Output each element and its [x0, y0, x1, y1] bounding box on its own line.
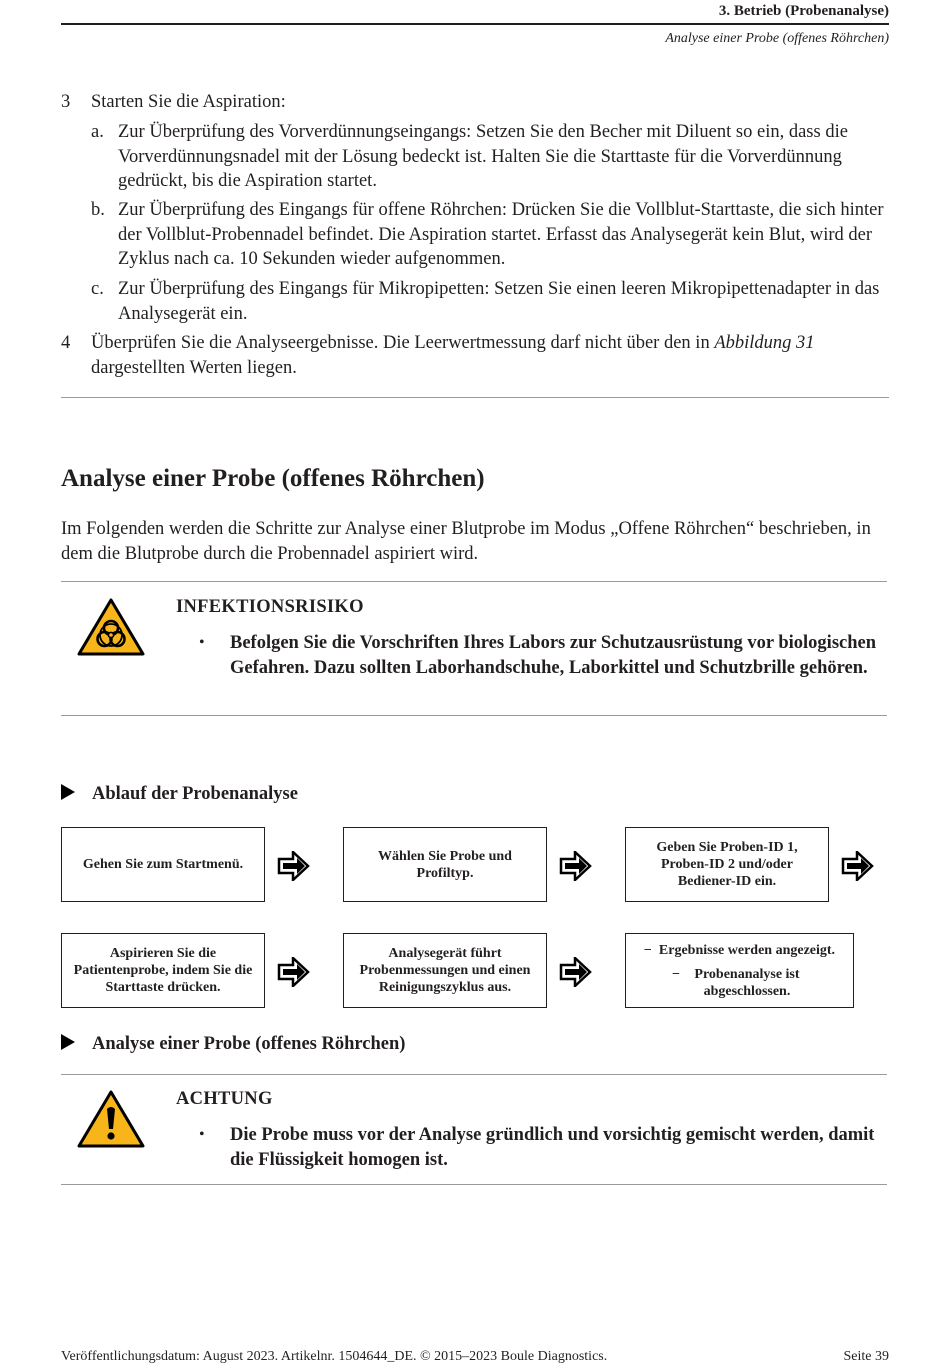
arrow-right-icon [558, 957, 592, 987]
procedure-heading-label: Analyse einer Probe (offenes Röhrchen) [92, 1034, 406, 1054]
substep-b-text: Zur Überprüfung des Eingangs für offene Röhrchen: Drücken Sie die Vollblut-Starttaste, die sich hinter der Vollblut-Probennadel befindet. Die Aspiration startet. Erfasst das Analysegerät kein Blut, wird der Zyklus nach ca. 10 Sekunden wieder aufgenommen. [118, 200, 884, 269]
procedure-heading-label: Ablauf der Probenanalyse [92, 784, 298, 804]
flow-final-box [625, 933, 854, 1008]
flow-step-box: Geben Sie Proben-ID 1, Proben-ID 2 und/oder Bediener-ID ein. [625, 827, 829, 902]
notice-text: Die Probe muss vor der Analyse gründlich und vorsichtig gemischt werden, damit die Flüssigkeit homogen ist. [230, 1125, 875, 1170]
dash-glyph: − [672, 967, 680, 982]
result-item-2 [632, 966, 847, 1000]
figure-reference[interactable]: Abbildung 31 [714, 333, 815, 353]
header-section: Analyse einer Probe (offenes Röhrchen) [665, 31, 889, 46]
page-number: Seite 39 [843, 1349, 889, 1364]
result-item-2-text: Probenanalyse ist abgeschlossen. [694, 967, 800, 999]
divider [61, 397, 889, 398]
flow-step-box: Analysegerät führt Probenmessungen und einen Reinigungszyklus aus. [343, 933, 547, 1008]
arrow-right-icon [840, 851, 874, 881]
divider [61, 1074, 887, 1075]
section-intro: Im Folgenden werden die Schritte zur Analyse einer Blutprobe im Modus „Offene Röhrchen“ beschrieben, in dem die Blutprobe durch die Probennadel aspiriert wird. [61, 519, 871, 564]
exclamation-warning-icon [77, 1089, 145, 1149]
play-triangle-icon [61, 1034, 75, 1050]
step-3-text: Starten Sie die Aspiration: [91, 92, 286, 112]
section-title: Analyse einer Probe (offenes Röhrchen) [61, 465, 485, 492]
substep-b-letter: b. [91, 200, 105, 220]
arrow-right-icon [558, 851, 592, 881]
play-triangle-icon [61, 784, 75, 800]
flow-step-box: Gehen Sie zum Startmenü. [61, 827, 265, 902]
footer-publication-info: Veröffentlichungsdatum: August 2023. Artikelnr. 1504644_DE. © 2015–2023 Boule Diagnostics. [61, 1349, 608, 1364]
substep-a-text: Zur Überprüfung des Vorverdünnungseingangs: Setzen Sie den Becher mit Diluent so ein, dass die Vorverdünnungsnadel mit der Lösung bedeckt ist. Halten Sie die Starttaste für die Vorverdünnung gedrückt, bis die Aspiration startet. [118, 122, 848, 191]
substep-a-letter: a. [91, 122, 104, 142]
step-4-text-after: dargestellten Werten liegen. [91, 357, 297, 378]
step-3-number: 3 [61, 92, 71, 112]
procedure-heading [61, 784, 298, 805]
notice-title: INFEKTIONSRISIKO [176, 597, 364, 617]
procedure-heading [61, 1034, 405, 1055]
arrow-right-icon [276, 851, 310, 881]
biohazard-warning-icon [77, 597, 145, 657]
step-4-number: 4 [61, 333, 71, 353]
substep-c-text: Zur Überprüfung des Eingangs für Mikropipetten: Setzen Sie einen leeren Mikropipettenadapter in das Analysegerät ein. [118, 279, 880, 324]
step-4-text [91, 331, 889, 380]
flow-step-box: Wählen Sie Probe und Profiltyp. [343, 827, 547, 902]
step-4-text-before: Überprüfen Sie die Analyseergebnisse. Die Leerwertmessung darf nicht über den in [91, 333, 715, 353]
divider [61, 715, 887, 716]
result-item-1 [632, 942, 847, 959]
bullet: • [199, 634, 205, 651]
flow-step-box: Aspirieren Sie die Patientenprobe, indem Sie die Starttaste drücken. [61, 933, 265, 1008]
notice-text: Befolgen Sie die Vorschriften Ihres Labors zur Schutzausrüstung vor biologischen Gefahren. Dazu sollten Laborhandschuhe, Laborkittel und Schutzbrille gehören. [230, 633, 877, 678]
dash-glyph: − [643, 943, 652, 958]
divider [61, 581, 887, 582]
substep-c-letter: c. [91, 279, 104, 299]
result-item-1-text: Ergebnisse werden angezeigt. [658, 943, 836, 958]
divider [61, 1184, 887, 1185]
arrow-right-icon [276, 957, 310, 987]
header-rule [61, 23, 889, 25]
notice-title: ACHTUNG [176, 1089, 273, 1109]
header-chapter: 3. Betrieb (Probenanalyse) [718, 3, 889, 19]
bullet: • [199, 1126, 205, 1143]
